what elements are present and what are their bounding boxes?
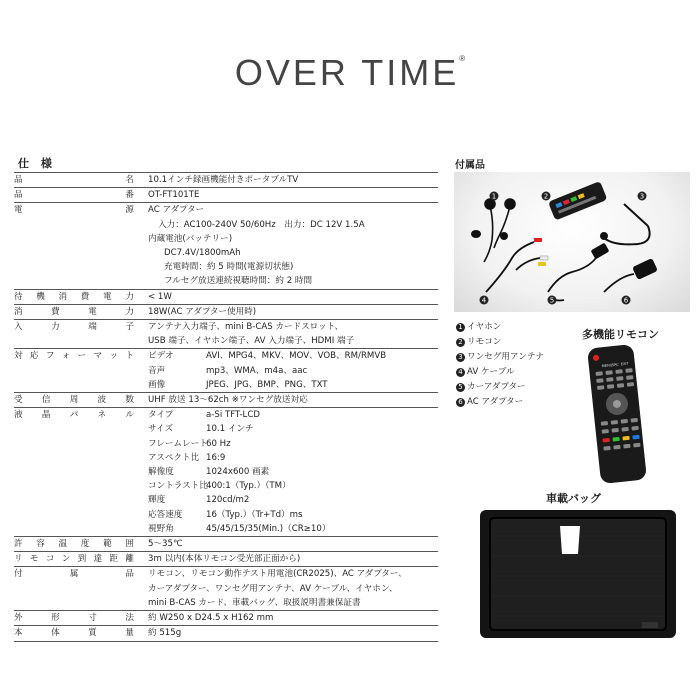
spec-value <box>142 320 438 349</box>
accessory-number: 1 <box>456 323 465 332</box>
spec-title: 仕 様 <box>18 157 56 170</box>
av-plugs <box>534 238 548 266</box>
remote-key-exit: EXIT <box>620 361 629 367</box>
spec-value <box>142 349 438 393</box>
accessory-label: リモコン <box>467 337 502 347</box>
spec-value-line: フルセグ放送連続視聴時間：約 2 時間 <box>164 276 313 287</box>
spec-value <box>142 567 438 611</box>
bag-tag <box>642 622 658 628</box>
spec-label-char: 力 <box>51 322 60 333</box>
spec-sub-key: 画像 <box>148 379 166 390</box>
spec-sub-value: 45/45/15/35(Min.)（CR≥10） <box>206 523 331 534</box>
spec-sub-key: サイズ <box>148 424 174 435</box>
spec-sub-key: 音声 <box>148 365 166 376</box>
spec-label <box>14 203 142 289</box>
spec-label-char: 力 <box>125 306 134 317</box>
spec-row <box>14 537 438 552</box>
spec-value-line: 約 W250 x D24.5 x H162 mm <box>148 613 274 624</box>
av-cable-image <box>486 242 540 292</box>
spec-label-char: 形 <box>51 613 60 624</box>
spec-label-char: ー <box>77 351 87 362</box>
accessory-item <box>456 350 544 365</box>
spec-sub-key: 視野角 <box>148 523 174 534</box>
spec-value-line: OT-FT101TE <box>148 190 200 201</box>
spec-label-char: 力 <box>125 291 134 302</box>
spec-row <box>14 349 438 393</box>
spec-label <box>14 537 142 552</box>
spec-label-char: 電 <box>103 291 112 302</box>
accessory-number: 5 <box>456 383 465 392</box>
spec-sub-row <box>148 378 438 392</box>
spec-label-char: ン <box>61 554 71 565</box>
spec-sub-value: 16:9 <box>206 452 226 463</box>
accessories-list <box>456 320 544 410</box>
spec-label-char: 量 <box>125 628 134 639</box>
spec-label <box>14 611 142 626</box>
spec-label-char: 受 <box>14 395 23 406</box>
spec-sub-row <box>148 508 438 522</box>
spec-label-char: 波 <box>97 395 107 406</box>
spec-sub-row <box>148 465 438 479</box>
spec-label <box>14 567 142 611</box>
spec-label-char: 属 <box>69 569 79 580</box>
spec-label-char: ル <box>125 410 134 421</box>
spec-sub-value: JPEG、JPG、BMP、PNG、TXT <box>206 379 328 390</box>
spec-label <box>14 408 142 537</box>
spec-label <box>14 626 142 641</box>
spec-value-line: AC アダプター <box>148 205 205 216</box>
spec-value <box>142 552 438 567</box>
spec-label-char: 品 <box>125 569 134 580</box>
spec-sub-row <box>148 479 438 493</box>
spec-value <box>142 393 438 408</box>
spec-sub-key: ビデオ <box>148 351 174 362</box>
spec-label-char: 範 <box>103 539 112 550</box>
spec-label-char: 液 <box>14 410 23 421</box>
remote-key-src: SRC <box>611 362 619 368</box>
spec-sub-row <box>148 349 438 363</box>
spec-label-char: 許 <box>14 539 23 550</box>
spec-label-char: 番 <box>125 190 134 201</box>
spec-value-line: リモコン、リモコン動作テスト用電池(CR2025)、AC アダプター、 <box>148 569 407 580</box>
spec-sub-row <box>148 364 438 378</box>
accessory-label: カーアダプター <box>467 382 526 392</box>
spec-label-char: 消 <box>14 306 23 317</box>
spec-sub-key: アスペクト比 <box>148 452 200 463</box>
spec-value-line: DC7.4V/1800mAh <box>164 248 241 259</box>
spec-label-char: 度 <box>80 539 90 550</box>
spec-sub-key: 輝度 <box>148 495 166 506</box>
spec-label-char: 応 <box>29 351 39 362</box>
spec-sub-value: 400:1（Typ.）（TM） <box>206 481 291 492</box>
marker-2: 2 <box>543 192 549 201</box>
marker-6: 6 <box>623 296 629 305</box>
spec-label-char: 数 <box>125 395 134 406</box>
spec-sub-value: 1024x600 画素 <box>206 467 270 478</box>
spec-value-line: < 1W <box>148 291 172 302</box>
spec-sub-key: フレームレート <box>148 438 208 449</box>
spec-label-char: 到 <box>77 554 87 565</box>
spec-label-char: 名 <box>125 175 134 185</box>
spec-sub-value: mp3、WMA、m4a、aac <box>206 365 308 376</box>
spec-label-char: 距 <box>109 554 119 565</box>
spec-sub-value: 10.1 インチ <box>206 424 254 435</box>
accessory-item <box>456 320 544 335</box>
spec-label-char: 電 <box>88 306 97 317</box>
spec-label-char: 待 <box>14 291 23 302</box>
spec-label-char: 費 <box>51 306 60 317</box>
spec-value <box>142 203 438 289</box>
spec-label-char: ォ <box>61 351 71 362</box>
bag-window <box>560 526 580 554</box>
spec-label-char: 費 <box>80 291 90 302</box>
accessory-item <box>456 335 544 350</box>
spec-value-line: 5～35℃ <box>148 539 183 550</box>
accessory-number: 2 <box>456 338 465 347</box>
spec-value-line: 約 515g <box>148 628 182 639</box>
accessories-title: 付属品 <box>455 160 485 171</box>
spec-label-char: フ <box>45 351 55 362</box>
spec-label <box>14 393 142 408</box>
spec-label-char: 本 <box>14 628 23 639</box>
accessory-label: イヤホン <box>467 322 502 332</box>
spec-label-char: 機 <box>36 291 45 302</box>
accessory-label: AV ケーブル <box>467 367 515 377</box>
spec-value <box>142 611 438 626</box>
spec-sub-row <box>148 522 438 536</box>
accessory-item <box>456 365 544 380</box>
spec-label-char: 温 <box>58 539 68 550</box>
spec-sub-value: a-Si TFT-LCD <box>206 410 260 421</box>
spec-label <box>14 188 142 203</box>
spec-label-char: 外 <box>14 613 23 624</box>
accessory-label: AC アダプター <box>467 397 524 407</box>
spec-value-line: USB 端子、イヤホン端子、AV 入力端子、HDMI 端子 <box>148 336 355 347</box>
spec-value-line: 入力：AC100-240V 50/60Hz 出力：DC 12V 1.5A <box>158 219 365 230</box>
spec-label-char: 達 <box>93 554 103 565</box>
spec-sub-key: 応答速度 <box>148 509 183 520</box>
bag-title: 車載バッグ <box>546 492 601 505</box>
spec-sub-row <box>148 422 438 436</box>
spec-sub-row <box>148 437 438 451</box>
spec-sub-key: コントラスト比 <box>148 481 208 492</box>
spec-label-char: 容 <box>36 539 45 550</box>
spec-label-char: 質 <box>88 628 97 639</box>
spec-value-line: 10.1インチ録画機能付きポータブルTV <box>148 175 299 185</box>
spec-label-char: 体 <box>51 628 60 639</box>
earphones-image <box>474 199 515 262</box>
spec-row <box>14 626 438 641</box>
ac-adapter-image <box>604 258 658 292</box>
marker-5: 5 <box>549 296 555 305</box>
spec-row <box>14 552 438 567</box>
spec-value <box>142 626 438 641</box>
spec-label <box>14 289 142 304</box>
spec-label-char: 品 <box>14 190 23 201</box>
spec-value-line: UHF 放送 13～62ch ※ワンセグ放送対応 <box>148 395 308 406</box>
spec-label <box>14 173 142 188</box>
spec-label-char: 子 <box>125 322 134 333</box>
spec-label-char: 入 <box>14 322 23 333</box>
spec-label-char: 付 <box>14 569 23 580</box>
antenna-image <box>601 204 650 244</box>
spec-label-char: マ <box>93 351 103 362</box>
spec-label-char: コ <box>45 554 55 565</box>
spec-label-char: 信 <box>41 395 51 406</box>
spec-label-char: ト <box>125 351 134 362</box>
spec-label-char: 端 <box>88 322 97 333</box>
spec-label-char: モ <box>29 554 39 565</box>
spec-label-char: 離 <box>125 554 134 565</box>
spec-row <box>14 173 438 188</box>
spec-value <box>142 289 438 304</box>
spec-row <box>14 304 438 319</box>
spec-value <box>142 408 438 537</box>
spec-value-line: アンテナ入力端子、mini B-CAS カードスロット、 <box>148 322 344 333</box>
spec-row <box>14 567 438 611</box>
spec-value <box>142 188 438 203</box>
remote-title: 多機能リモコン <box>582 328 659 341</box>
spec-label-char: 寸 <box>88 613 97 624</box>
spec-row <box>14 408 438 537</box>
spec-label-char: ッ <box>109 351 119 362</box>
spec-sub-value: 60 Hz <box>206 438 231 449</box>
earbud-tips <box>471 230 508 240</box>
spec-value-line: 3m 以内(本体リモコン受光部正面から) <box>148 554 301 565</box>
spec-value <box>142 173 438 188</box>
spec-table <box>14 172 438 642</box>
accessory-item <box>456 380 544 395</box>
spec-row <box>14 188 438 203</box>
spec-label-char: 品 <box>14 175 23 185</box>
accessory-number: 3 <box>456 353 465 362</box>
spec-row <box>14 393 438 408</box>
marker-4: 4 <box>481 296 487 305</box>
car-adapter-image <box>548 258 596 301</box>
spec-label <box>14 349 142 393</box>
spec-row <box>14 611 438 626</box>
spec-value-line: 充電時間：約 5 時間(電源切状態) <box>164 262 294 273</box>
spec-label-char: 対 <box>14 351 23 362</box>
remote-image <box>586 344 666 484</box>
remote-key-menu: MENU <box>601 363 613 369</box>
spec-label <box>14 304 142 319</box>
spec-label <box>14 552 142 567</box>
accessories-photo <box>454 172 690 312</box>
spec-value-line: 18W(AC アダプター使用時) <box>148 306 257 317</box>
spec-label-char: 電 <box>14 205 23 216</box>
spec-value-line: カーアダプター、ワンセグ用アンテナ、AV ケーブル、イヤホン、 <box>148 583 398 594</box>
remote-small-image <box>548 181 607 221</box>
spec-value <box>142 304 438 319</box>
spec-sub-row <box>148 451 438 465</box>
spec-label-char: パ <box>69 410 79 421</box>
spec-sub-value: 120cd/m2 <box>206 495 250 506</box>
spec-sub-key: 解像度 <box>148 467 174 478</box>
spec-sub-row <box>148 493 438 507</box>
spec-sub-row <box>148 408 438 422</box>
spec-label-char: 源 <box>125 205 134 216</box>
accessory-label: ワンセグ用アンテナ <box>467 352 545 362</box>
spec-label-char: ネ <box>97 410 107 421</box>
spec-sub-value: 16（Typ.）（Tr+Td）ms <box>206 509 303 520</box>
spec-sub-value: AVI、MPG4、MKV、MOV、VOB、RM/RMVB <box>206 351 387 362</box>
accessory-number: 6 <box>456 398 465 407</box>
spec-sub-key: タイプ <box>148 410 174 421</box>
accessory-number: 4 <box>456 368 465 377</box>
marker-3: 3 <box>639 192 645 201</box>
spec-value-line: mini B-CAS カード、車載バッグ、取扱説明書兼保証書 <box>148 597 361 608</box>
spec-label-char: リ <box>14 554 23 565</box>
car-bag-image <box>478 506 678 642</box>
brand-name: OVER TIME <box>234 52 460 93</box>
marker-1: 1 <box>491 192 497 201</box>
car-adapter-plug <box>591 243 610 260</box>
spec-row <box>14 320 438 349</box>
registered-mark: ® <box>459 54 466 63</box>
spec-label-char: 囲 <box>125 539 134 550</box>
spec-row <box>14 289 438 304</box>
spec-label-char: 周 <box>69 395 79 406</box>
brand-logo <box>0 52 700 94</box>
spec-value <box>142 537 438 552</box>
spec-value-line: 内蔵電池(バッテリー) <box>148 233 233 244</box>
spec-label-char: 法 <box>125 613 134 624</box>
spec-label <box>14 320 142 349</box>
spec-label-char: 晶 <box>41 410 51 421</box>
accessory-item <box>456 395 544 410</box>
spec-label-char: 消 <box>58 291 68 302</box>
spec-row <box>14 203 438 289</box>
